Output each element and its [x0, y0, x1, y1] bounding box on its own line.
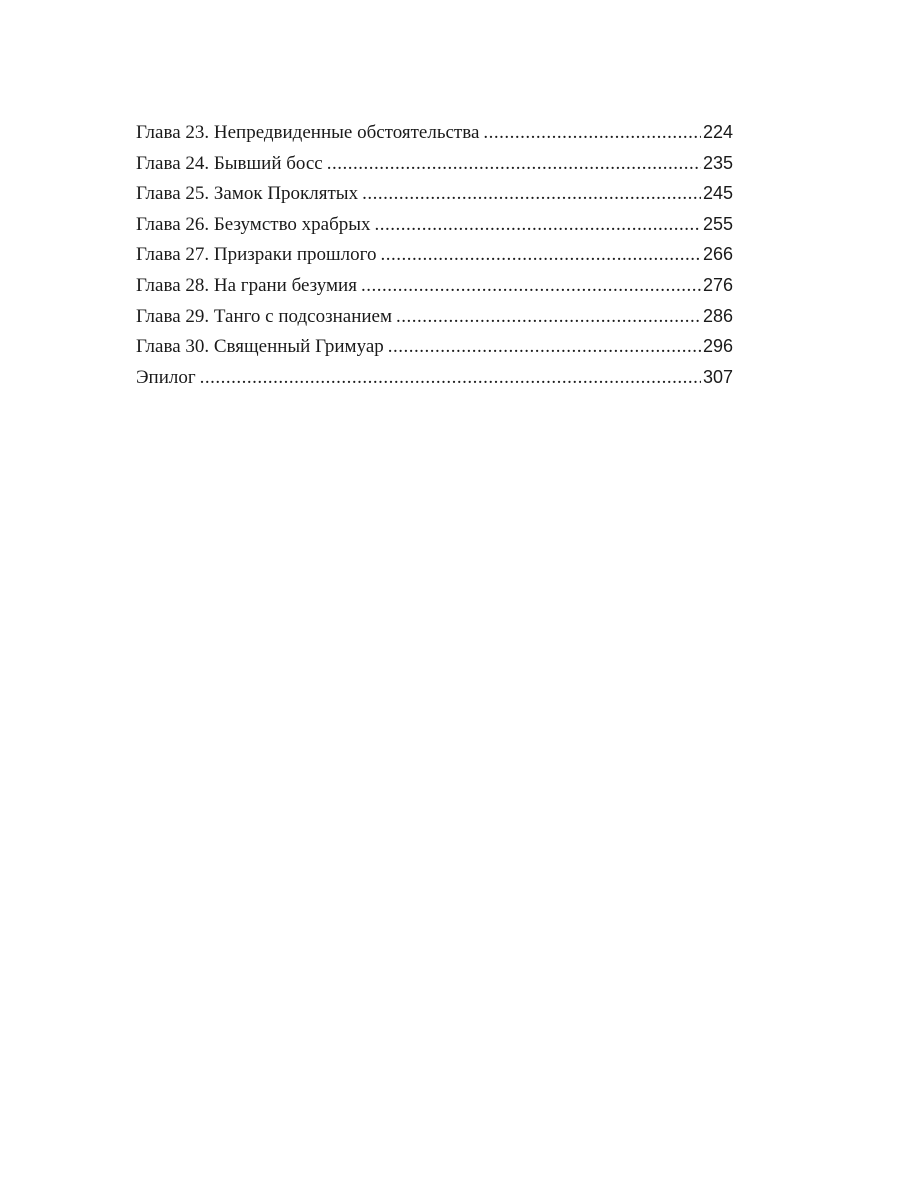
toc-entry-page-number: 255 — [702, 213, 733, 234]
toc-entry-chapter-24 — [136, 153, 733, 184]
toc-entry-page-number: 307 — [702, 366, 733, 387]
toc-entry-page-number: 296 — [702, 336, 733, 357]
toc-dot-leader — [380, 244, 701, 266]
toc-entry-title: Глава 25. Замок Проклятых — [136, 183, 359, 205]
toc-entry-page-number: 224 — [702, 122, 733, 142]
toc-entry-title: Глава 26. Безумство храбрых — [136, 213, 371, 235]
toc-entry-page-number: 266 — [702, 244, 733, 265]
toc-entry-chapter-30 — [136, 336, 733, 367]
toc-entry-title: Глава 24. Бывший босс — [136, 152, 323, 174]
table-of-contents — [136, 122, 733, 397]
toc-entry-title: Эпилог — [136, 366, 196, 388]
toc-dot-leader — [200, 367, 701, 389]
toc-entry-title: Глава 30. Священный Гримуар — [136, 336, 384, 358]
toc-entry-page-number: 245 — [702, 183, 733, 204]
toc-entry-title: Глава 28. На грани безумия — [136, 274, 357, 296]
toc-dot-leader — [483, 122, 701, 144]
toc-entry-chapter-23 — [136, 122, 733, 153]
toc-dot-leader — [375, 214, 701, 236]
toc-entry-chapter-27 — [136, 244, 733, 275]
toc-dot-leader — [388, 336, 701, 358]
toc-dot-leader — [362, 183, 701, 205]
toc-entry-title: Глава 29. Танго с подсознанием — [136, 305, 392, 327]
toc-entry-title: Глава 23. Непредвиденные обстоятельства — [136, 122, 480, 143]
toc-entry-chapter-25 — [136, 183, 733, 214]
toc-entry-page-number: 235 — [702, 152, 733, 173]
toc-entry-title: Глава 27. Призраки прошлого — [136, 244, 377, 266]
toc-dot-leader — [327, 153, 701, 175]
toc-entry-epilogue — [136, 367, 733, 398]
toc-entry-page-number: 286 — [702, 305, 733, 326]
toc-entry-page-number: 276 — [702, 274, 733, 295]
toc-entry-chapter-28 — [136, 275, 733, 306]
toc-entry-chapter-29 — [136, 306, 733, 337]
toc-dot-leader — [361, 275, 701, 297]
toc-dot-leader — [396, 306, 701, 328]
toc-entry-chapter-26 — [136, 214, 733, 245]
